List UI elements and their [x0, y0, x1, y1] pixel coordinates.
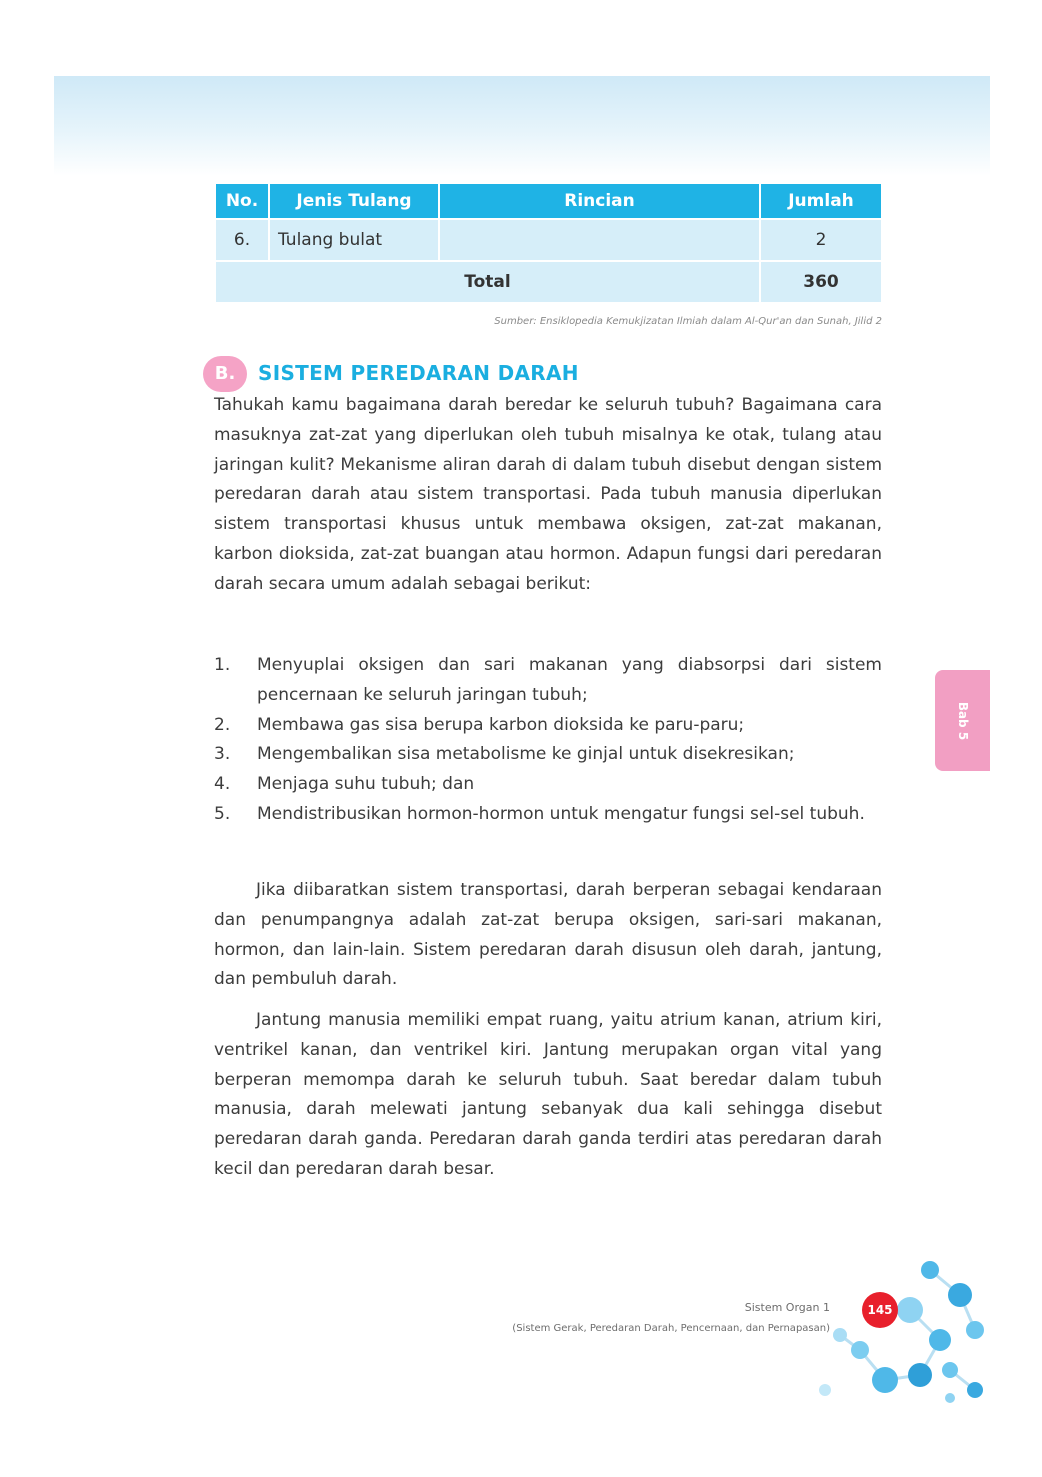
list-text: Menyuplai oksigen dan sari makanan yang diabsorpsi dari sistem pencernaan ke seluruh jaringan tubuh; — [257, 655, 882, 705]
bone-table — [214, 182, 883, 304]
header-band — [54, 76, 990, 176]
table-header-row — [216, 184, 881, 218]
table-total-row — [216, 262, 881, 302]
cell-jumlah: 2 — [761, 220, 881, 260]
list-item — [214, 770, 882, 800]
list-number: 4. — [214, 774, 231, 795]
col-header-no: No. — [216, 184, 268, 218]
function-list — [214, 651, 882, 830]
col-header-jenis: Jenis Tulang — [270, 184, 438, 218]
total-value: 360 — [761, 262, 881, 302]
list-text: Mendistribusikan hormon-hormon untuk mengatur fungsi sel-sel tubuh. — [257, 803, 865, 824]
list-item — [214, 740, 882, 770]
section-badge: B. — [203, 356, 247, 392]
total-label: Total — [216, 262, 759, 302]
list-text: Menjaga suhu tubuh; dan — [257, 774, 475, 795]
cell-no: 6. — [216, 220, 268, 260]
list-item — [214, 711, 882, 741]
list-item — [214, 651, 882, 711]
chapter-tab-label: Bab 5 — [955, 701, 970, 740]
cell-rincian — [440, 220, 759, 260]
paragraph-transport: Jika diibaratkan sistem transportasi, darah berperan sebagai kendaraan dan penumpangnya adalah zat-zat berupa oksigen, sari-sari makanan, hormon, dan lain-lain. Sistem peredaran darah disusun oleh darah, jantung, dan pembuluh darah. — [214, 880, 882, 990]
paragraph-heart: Jantung manusia memiliki empat ruang, yaitu atrium kanan, atrium kiri, ventrikel kanan, dan ventrikel kiri. Jantung merupakan organ vital yang berperan memompa darah ke seluruh tubuh. Saat beredar dalam tubuh manusia, darah melewati jantung sebanyak dua kali sehingga disebut peredaran darah ganda. Peredaran darah ganda terdiri atas peredaran darah kecil dan peredaran darah besar. — [214, 1010, 882, 1179]
list-number: 1. — [214, 655, 231, 675]
list-number: 3. — [214, 744, 231, 765]
list-number: 2. — [214, 714, 231, 735]
footer-title: Sistem Organ 1 — [744, 1301, 830, 1314]
footer-subtitle: (Sistem Gerak, Peredaran Darah, Pencernaan, dan Pernapasan) — [512, 1323, 830, 1334]
cell-jenis: Tulang bulat — [270, 220, 438, 260]
list-item — [214, 800, 882, 830]
list-text: Mengembalikan sisa metabolisme ke ginjal untuk disekresikan; — [257, 744, 795, 765]
chapter-tab — [935, 670, 990, 771]
section-title: SISTEM PEREDARAN DARAH — [258, 361, 579, 385]
col-header-rincian: Rincian — [440, 184, 759, 218]
table-row — [216, 220, 881, 260]
intro-paragraph: Tahukah kamu bagaimana darah beredar ke seluruh tubuh? Bagaimana cara masuknya zat-zat yang diperlukan oleh tubuh misalnya ke otak, tulang atau jaringan kulit? Mekanisme aliran darah di dalam tubuh disebut dengan sistem peredaran darah atau sistem transportasi. Pada tubuh manusia diperlukan sistem transportasi khusus untuk membawa oksigen, zat-zat makanan, karbon dioksida, zat-zat buangan atau hormon. Adapun fungsi dari peredaran darah secara umum adalah sebagai berikut: — [214, 395, 882, 594]
table-source: Sumber: Ensiklopedia Kemukjizatan Ilmiah dalam Al-Qur'an dan Sunah, Jilid 2 — [494, 316, 882, 327]
molecule-decoration-icon — [800, 1250, 990, 1410]
page-number: 145 — [862, 1292, 898, 1328]
list-text: Membawa gas sisa berupa karbon dioksida ke paru-paru; — [257, 714, 745, 735]
col-header-jumlah: Jumlah — [761, 184, 881, 218]
list-number: 5. — [214, 803, 231, 824]
